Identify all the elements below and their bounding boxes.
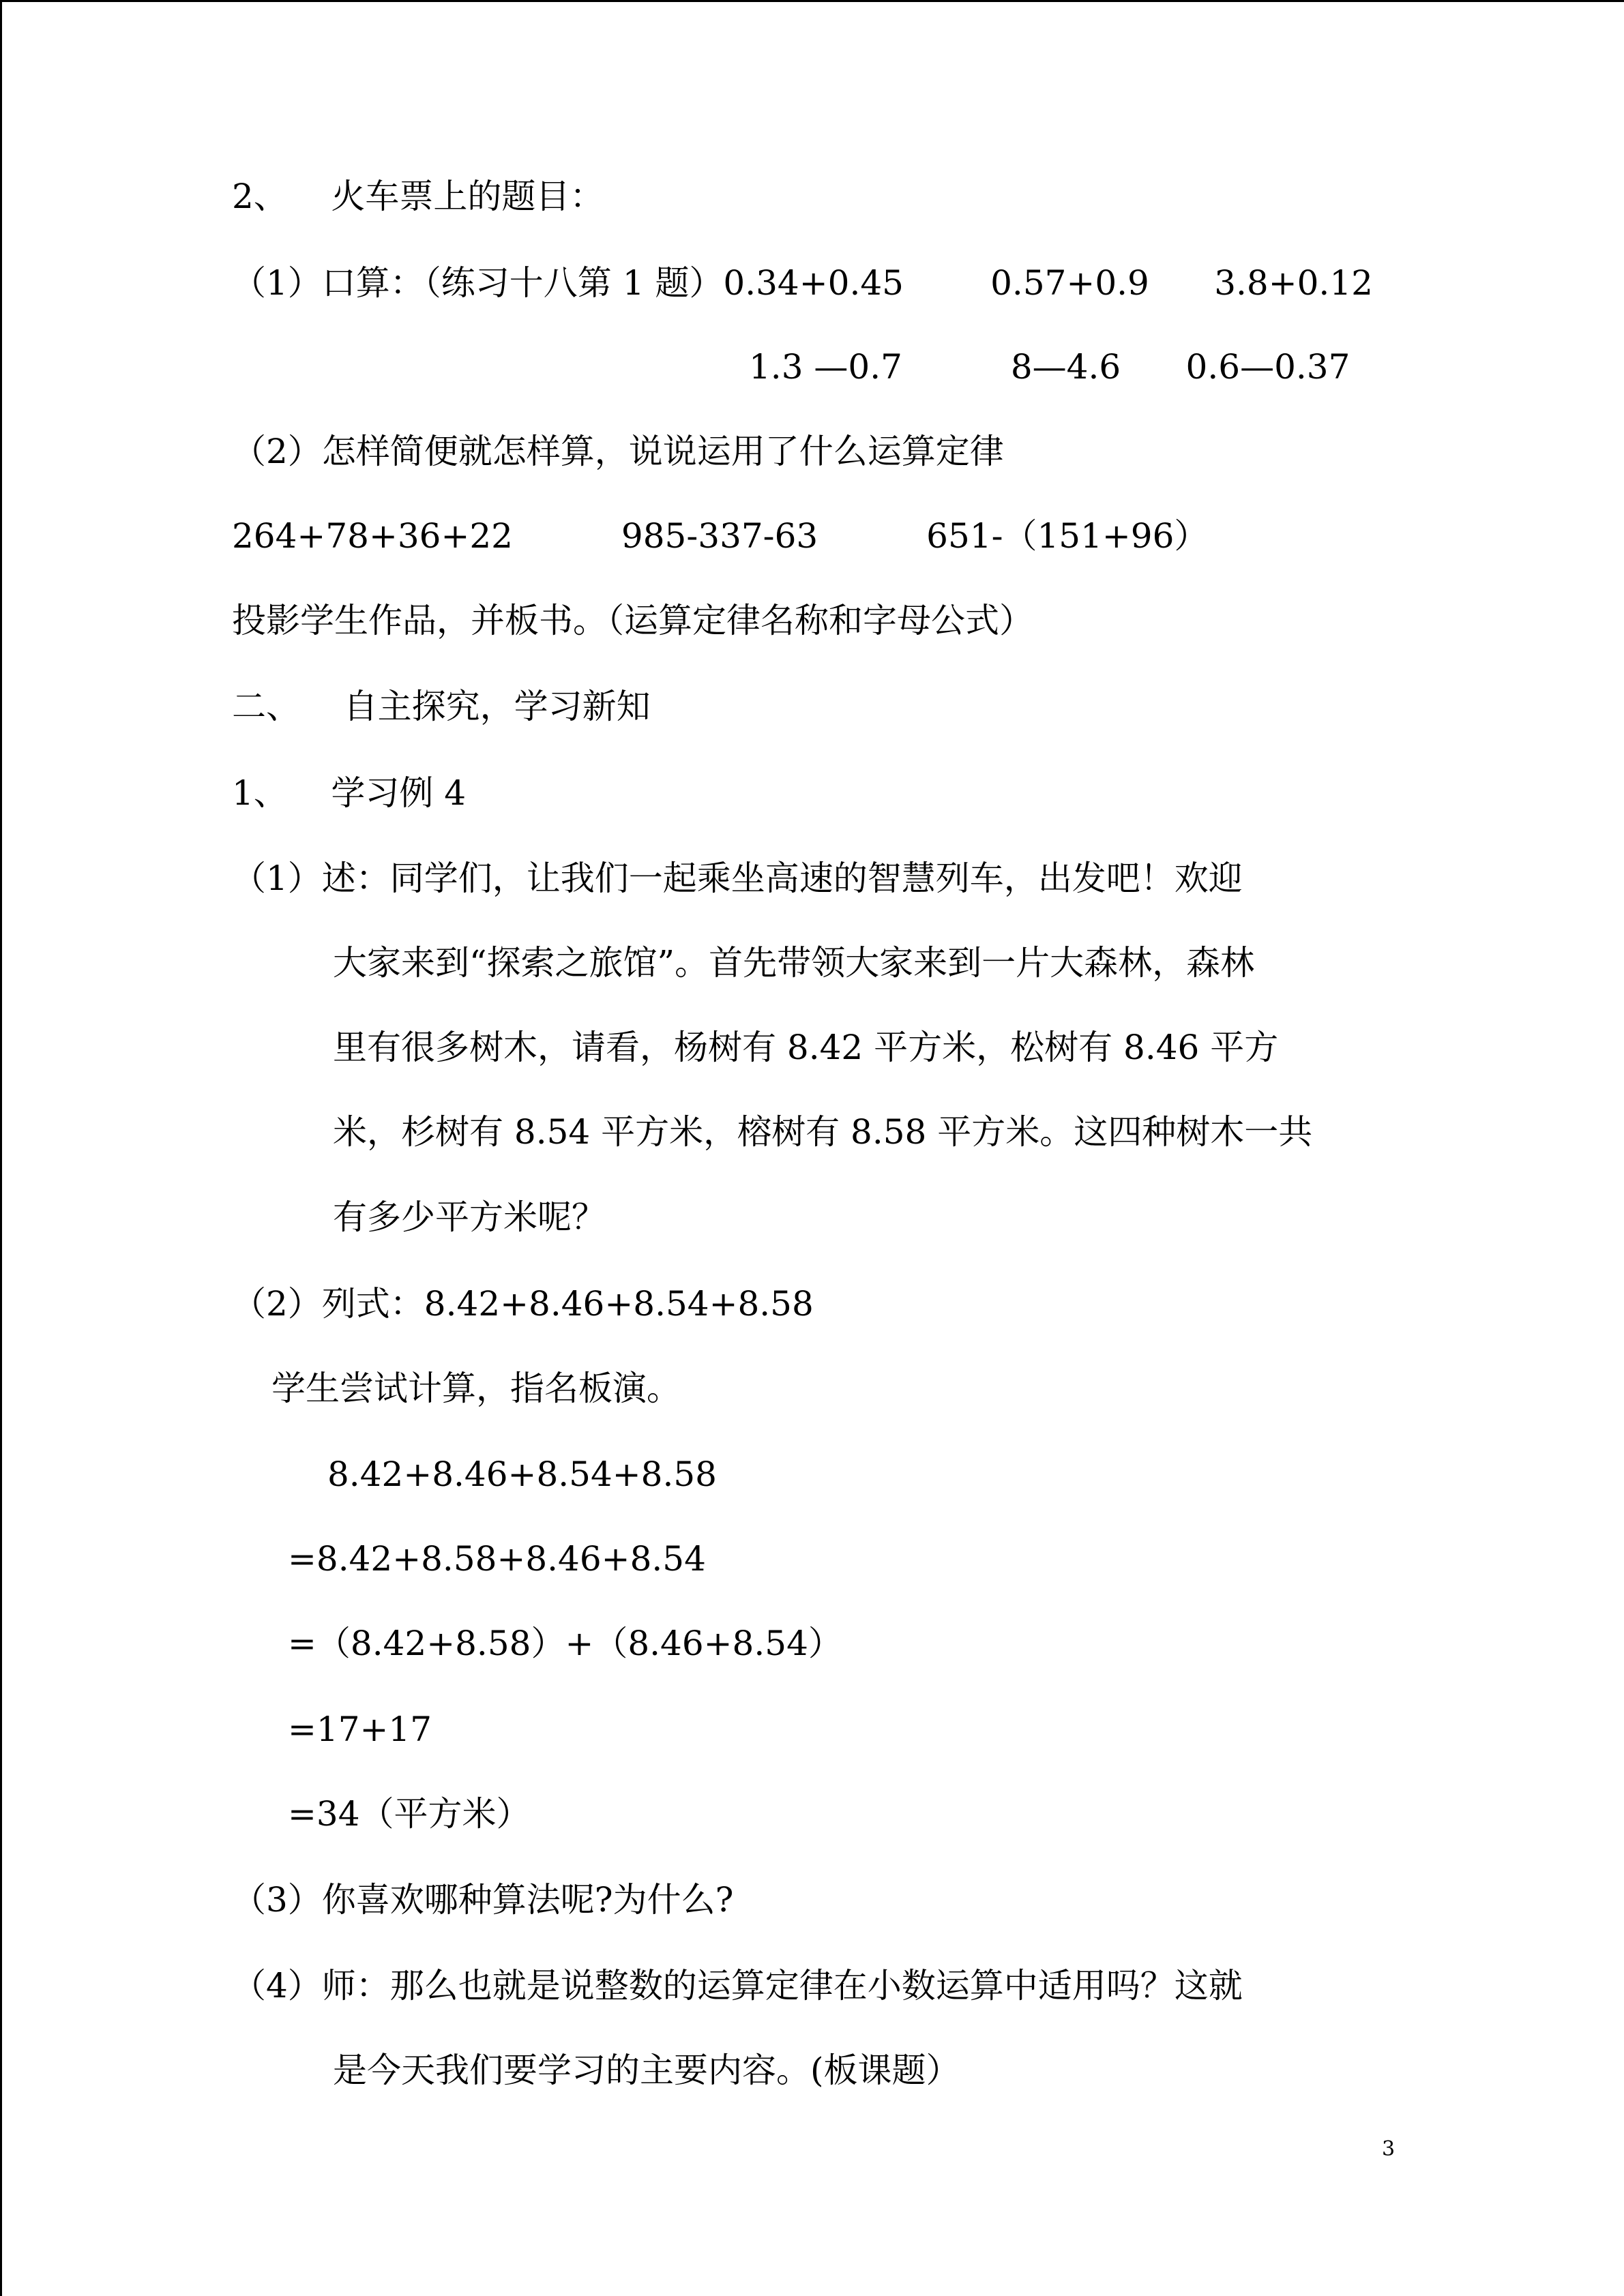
teacher-question-line-1: （4）师：那么也就是说整数的运算定律在小数运算中适用吗？这就 (232, 1966, 1243, 2006)
subsection-example-4: 1、 学习例 4 (232, 773, 467, 813)
narration-paragraph-line-1: （1）述：同学们，让我们一起乘坐高速的智慧列车，出发吧！欢迎 (232, 859, 1243, 898)
calculation-step-5: =34（平方米） (288, 1794, 531, 1834)
teacher-question-line-2: 是今天我们要学习的主要内容。(板课题） (333, 2051, 960, 2090)
section-heading-explore: 二、 自主探究，学习新知 (232, 687, 651, 726)
calculation-step-1: 8.42+8.46+8.54+8.58 (327, 1455, 717, 1494)
page-number: 3 (1382, 2137, 1396, 2161)
narration-paragraph-line-4: 米，杉树有 8.54 平方米，榕树有 8.58 平方米。这四种树木一共 (333, 1112, 1313, 1152)
calculation-step-2: =8.42+8.58+8.46+8.54 (288, 1539, 706, 1579)
question-preference: （3）你喜欢哪种算法呢?为什么? (232, 1880, 734, 1920)
narration-paragraph-line-3: 里有很多树木，请看，杨树有 8.42 平方米，松树有 8.46 平方 (333, 1028, 1279, 1067)
narration-paragraph-line-2: 大家来到“探索之旅馆”。首先带领大家来到一片大森林，森林 (333, 943, 1255, 983)
calculation-step-4: =17+17 (288, 1710, 432, 1749)
equation-line: （2）列式：8.42+8.46+8.54+8.58 (232, 1284, 814, 1324)
narration-paragraph-line-5: 有多少平方米呢？ (333, 1197, 606, 1237)
projection-note: 投影学生作品，并板书。（运算定律名称和字母公式） (232, 601, 1033, 640)
simplify-instruction: （2）怎样简便就怎样算，说说运用了什么运算定律 (232, 432, 1004, 471)
section-heading-train-ticket: 2、 火车票上的题目： (232, 177, 604, 216)
student-attempt-note: 学生尝试计算，指名板演。 (271, 1369, 681, 1408)
simplify-expressions: 264+78+36+22 985-337-63 651-（151+96） (232, 516, 1209, 556)
calculation-step-3: =（8.42+8.58）+（8.46+8.54） (288, 1624, 842, 1663)
mental-math-line-1: （1）口算：（练习十八第 1 题）0.34+0.45 0.57+0.9 3.8+0.12 (232, 263, 1373, 303)
mental-math-line-2: 1.3 —0.7 8—4.6 0.6—0.37 (749, 347, 1350, 387)
